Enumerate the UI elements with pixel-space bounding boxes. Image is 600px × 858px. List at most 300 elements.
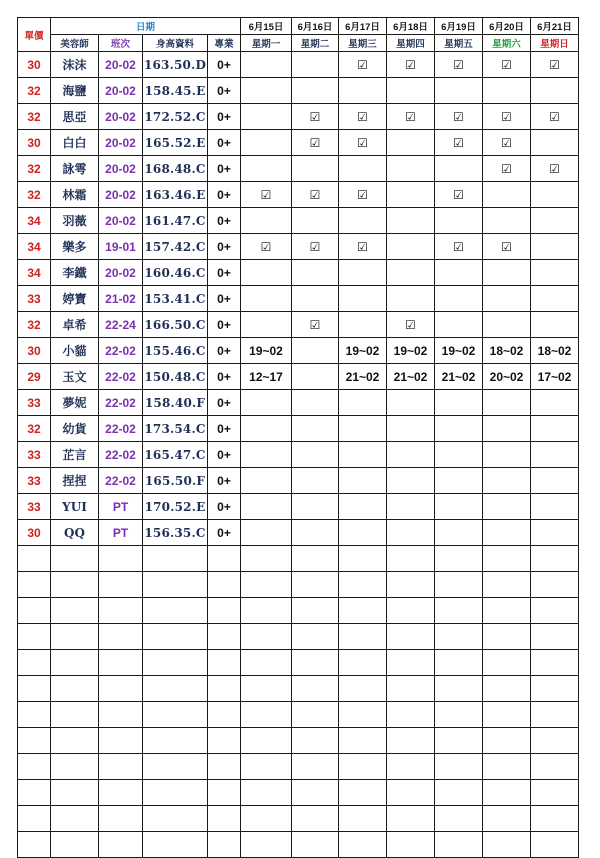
day-cell [435,442,483,468]
shift-cell: 22-24 [99,312,143,338]
extra-cell [208,546,241,572]
day-cell [531,728,579,754]
shift-cell [99,728,143,754]
body-data-cell [143,650,208,676]
extra-cell: 0+ [208,182,241,208]
extra-cell: 0+ [208,364,241,390]
table-row [18,520,579,546]
stylist-name-cell: 李鐵 [51,260,99,286]
day-cell [435,494,483,520]
price-cell: 32 [18,156,51,182]
day-date-header: 6月21日 [531,18,579,35]
day-cell [483,78,531,104]
day-cell [292,260,339,286]
body-data-cell: 165.50.F [143,468,208,494]
table-row [18,234,579,260]
shift-cell: 19-01 [99,234,143,260]
day-cell [435,676,483,702]
checkbox-checked-icon: ☑ [531,156,579,182]
shift-cell: 20-02 [99,130,143,156]
day-cell [387,416,435,442]
day-date-header: 6月16日 [292,18,339,35]
day-cell [292,78,339,104]
day-cell [531,468,579,494]
weekday-header: 星期六 [483,35,531,52]
day-cell [483,494,531,520]
day-cell [387,130,435,156]
price-cell: 30 [18,130,51,156]
stylist-name-cell: 夢妮 [51,390,99,416]
table-row [18,780,579,806]
stylist-name-cell: 思亞 [51,104,99,130]
body-data-cell: 157.42.C [143,234,208,260]
stylist-header: 美容師 [51,35,99,52]
day-cell [435,312,483,338]
stylist-name-cell [51,676,99,702]
day-cell [292,728,339,754]
day-cell [483,546,531,572]
day-cell [241,78,292,104]
day-cell: 19~02 [339,338,387,364]
day-cell [339,260,387,286]
day-cell [387,546,435,572]
price-cell [18,624,51,650]
day-cell [292,494,339,520]
checkbox-checked-icon: ☑ [339,182,387,208]
day-cell [292,208,339,234]
price-cell: 30 [18,338,51,364]
checkbox-checked-icon: ☑ [435,130,483,156]
day-cell [241,728,292,754]
day-cell [292,546,339,572]
body-data-cell [143,546,208,572]
day-cell [435,572,483,598]
price-cell: 32 [18,104,51,130]
day-cell [292,650,339,676]
day-cell [483,650,531,676]
stylist-name-cell [51,754,99,780]
day-cell: 12~17 [241,364,292,390]
day-cell [483,442,531,468]
day-cell [435,650,483,676]
day-cell [531,494,579,520]
day-cell [483,754,531,780]
body-data-cell [143,728,208,754]
extra-cell [208,650,241,676]
day-cell [339,598,387,624]
checkbox-checked-icon: ☑ [483,52,531,78]
shift-cell [99,754,143,780]
day-cell [483,416,531,442]
day-cell [241,754,292,780]
day-cell [292,338,339,364]
weekday-header: 星期日 [531,35,579,52]
day-cell: 21~02 [339,364,387,390]
day-cell: 18~02 [483,338,531,364]
day-cell [531,78,579,104]
shift-cell: 20-02 [99,156,143,182]
day-cell [387,728,435,754]
shift-cell [99,676,143,702]
day-cell [241,156,292,182]
day-cell [435,702,483,728]
extra-cell: 0+ [208,286,241,312]
day-cell [241,416,292,442]
day-cell [435,598,483,624]
day-cell [435,468,483,494]
extra-cell: 0+ [208,494,241,520]
day-cell [241,650,292,676]
day-cell [483,676,531,702]
day-cell [339,520,387,546]
day-cell [292,702,339,728]
stylist-name-cell: 玉文 [51,364,99,390]
day-cell: 21~02 [387,364,435,390]
body-data-cell [143,598,208,624]
day-cell [483,208,531,234]
body-data-cell: 153.41.C [143,286,208,312]
day-cell [339,572,387,598]
price-cell [18,728,51,754]
day-cell [387,156,435,182]
day-cell [531,676,579,702]
day-cell [435,624,483,650]
day-cell [339,208,387,234]
price-cell: 34 [18,234,51,260]
shift-cell: 22-02 [99,416,143,442]
stylist-name-cell: 白白 [51,130,99,156]
shift-cell [99,780,143,806]
stylist-name-cell: 詠雩 [51,156,99,182]
day-cell [483,520,531,546]
checkbox-checked-icon: ☑ [339,52,387,78]
stylist-name-cell: 芷言 [51,442,99,468]
schedule-table [17,17,579,858]
checkbox-checked-icon: ☑ [435,52,483,78]
day-cell [292,598,339,624]
day-cell [339,468,387,494]
shift-cell [99,650,143,676]
shift-cell: 20-02 [99,260,143,286]
day-date-header: 6月15日 [241,18,292,35]
day-cell [387,390,435,416]
stylist-name-cell: 婷寶 [51,286,99,312]
day-cell [241,598,292,624]
price-cell: 34 [18,208,51,234]
body-data-cell: 158.40.F [143,390,208,416]
day-cell: 19~02 [241,338,292,364]
extra-cell: 0+ [208,208,241,234]
day-date-header: 6月17日 [339,18,387,35]
table-row [18,416,579,442]
day-cell [241,676,292,702]
shift-cell [99,572,143,598]
body-data-cell: 165.52.E [143,130,208,156]
day-cell [531,754,579,780]
day-cell [435,286,483,312]
day-cell [339,286,387,312]
extra-cell: 0+ [208,442,241,468]
body-data-cell [143,754,208,780]
day-date-header: 6月18日 [387,18,435,35]
shift-cell: 22-02 [99,468,143,494]
price-cell [18,546,51,572]
price-cell [18,754,51,780]
table-row [18,624,579,650]
checkbox-checked-icon: ☑ [435,234,483,260]
day-cell [387,780,435,806]
stylist-name-cell: 卓希 [51,312,99,338]
day-cell [292,390,339,416]
extra-cell [208,598,241,624]
day-cell [387,260,435,286]
checkbox-checked-icon: ☑ [483,130,531,156]
stylist-name-cell: 海鹽 [51,78,99,104]
day-cell [339,78,387,104]
day-cell [339,780,387,806]
day-cell [241,494,292,520]
shift-cell: 22-02 [99,364,143,390]
day-cell [435,390,483,416]
day-cell [292,572,339,598]
day-cell [339,754,387,780]
header-row-labels [18,35,579,52]
weekday-header: 星期二 [292,35,339,52]
table-row [18,598,579,624]
body-data-cell: 168.48.C [143,156,208,182]
checkbox-checked-icon: ☑ [339,234,387,260]
body-data-cell: 170.52.E [143,494,208,520]
stylist-name-cell: 沫沫 [51,52,99,78]
day-cell [241,572,292,598]
stylist-name-cell [51,702,99,728]
shift-cell: 20-02 [99,52,143,78]
body-data-cell [143,572,208,598]
day-cell [339,728,387,754]
shift-cell: 22-02 [99,338,143,364]
day-cell [241,130,292,156]
day-cell [531,624,579,650]
stylist-name-cell [51,546,99,572]
price-cell [18,572,51,598]
table-row [18,182,579,208]
shift-cell: 20-02 [99,78,143,104]
price-cell: 33 [18,390,51,416]
day-cell [387,598,435,624]
day-cell [339,390,387,416]
checkbox-checked-icon: ☑ [435,182,483,208]
extra-cell: 0+ [208,520,241,546]
table-row [18,702,579,728]
body-data-cell: 160.46.C [143,260,208,286]
day-cell [241,702,292,728]
day-cell [241,104,292,130]
day-cell [531,806,579,832]
price-cell: 29 [18,364,51,390]
price-cell [18,650,51,676]
price-cell: 32 [18,416,51,442]
extra-cell: 0+ [208,104,241,130]
table-row [18,260,579,286]
extra-cell [208,728,241,754]
day-cell [241,208,292,234]
day-cell [387,702,435,728]
table-row [18,364,579,390]
shift-cell: 21-02 [99,286,143,312]
day-cell: 20~02 [483,364,531,390]
price-cell: 33 [18,442,51,468]
shift-cell [99,598,143,624]
checkbox-checked-icon: ☑ [292,182,339,208]
day-cell [241,624,292,650]
day-cell [339,624,387,650]
day-cell [531,780,579,806]
day-cell [531,390,579,416]
stylist-name-cell: 樂多 [51,234,99,260]
body-data-cell [143,702,208,728]
day-cell [435,208,483,234]
day-date-header: 6月20日 [483,18,531,35]
stylist-name-cell [51,598,99,624]
weekday-header: 星期四 [387,35,435,52]
day-cell [483,728,531,754]
day-cell [387,624,435,650]
day-cell [483,312,531,338]
checkbox-checked-icon: ☑ [339,130,387,156]
extra-cell: 0+ [208,260,241,286]
price-cell: 30 [18,52,51,78]
day-cell [292,364,339,390]
price-cell: 30 [18,520,51,546]
day-cell [483,806,531,832]
body-data-cell: 155.46.C [143,338,208,364]
extra-cell [208,676,241,702]
shift-cell: 22-02 [99,390,143,416]
body-data-cell: 173.54.C [143,416,208,442]
stylist-name-cell [51,572,99,598]
day-cell [435,156,483,182]
extra-cell: 0+ [208,468,241,494]
day-cell [292,624,339,650]
day-cell [435,260,483,286]
stylist-name-cell: 幼貨 [51,416,99,442]
extra-cell: 0+ [208,338,241,364]
table-row [18,546,579,572]
day-cell [292,754,339,780]
body-data-cell [143,676,208,702]
shift-cell: PT [99,520,143,546]
price-cell: 33 [18,286,51,312]
day-cell [241,260,292,286]
day-cell [531,442,579,468]
table-row [18,52,579,78]
table-row [18,806,579,832]
table-row [18,390,579,416]
table-row [18,286,579,312]
day-cell: 21~02 [435,364,483,390]
table-row [18,312,579,338]
shift-cell: 20-02 [99,104,143,130]
day-cell [531,702,579,728]
class-header: 班次 [99,35,143,52]
day-cell: 18~02 [531,338,579,364]
day-cell [387,442,435,468]
stylist-name-cell: 羽薇 [51,208,99,234]
extra-cell: 0+ [208,156,241,182]
body-data-cell: 163.50.D [143,52,208,78]
shift-cell [99,546,143,572]
body-data-cell [143,624,208,650]
checkbox-checked-icon: ☑ [241,234,292,260]
day-cell [292,156,339,182]
price-cell [18,676,51,702]
checkbox-checked-icon: ☑ [435,104,483,130]
day-cell: 19~02 [387,338,435,364]
extra-cell: 0+ [208,52,241,78]
day-cell [292,676,339,702]
body-data-cell [143,780,208,806]
extra-cell [208,572,241,598]
table-row [18,650,579,676]
day-cell [483,182,531,208]
shift-cell [99,806,143,832]
header-row-dates [18,18,579,35]
extra-cell [208,702,241,728]
day-cell [483,390,531,416]
table-row [18,130,579,156]
extra-cell: 0+ [208,312,241,338]
day-cell [241,806,292,832]
table-row [18,572,579,598]
extra-cell: 0+ [208,416,241,442]
weekday-header: 星期五 [435,35,483,52]
stylist-name-cell [51,728,99,754]
day-cell [387,182,435,208]
weekday-header: 星期一 [241,35,292,52]
day-cell [387,78,435,104]
day-cell [292,52,339,78]
day-cell [531,416,579,442]
day-cell [531,650,579,676]
stylist-name-cell: QQ [51,520,99,546]
price-cell: 34 [18,260,51,286]
day-cell [531,208,579,234]
extra-header: 專業 [208,35,241,52]
day-cell [531,520,579,546]
checkbox-checked-icon: ☑ [241,182,292,208]
body-data-cell [143,806,208,832]
day-cell [531,546,579,572]
extra-cell: 0+ [208,390,241,416]
day-cell [241,390,292,416]
price-cell: 32 [18,312,51,338]
checkbox-checked-icon: ☑ [483,156,531,182]
day-cell [387,208,435,234]
weekday-header: 星期三 [339,35,387,52]
day-cell [241,312,292,338]
day-cell [435,546,483,572]
stylist-name-cell: 捏捏 [51,468,99,494]
stylist-name-cell [51,624,99,650]
day-cell [339,702,387,728]
checkbox-checked-icon: ☑ [292,312,339,338]
extra-cell: 0+ [208,234,241,260]
table-row [18,494,579,520]
checkbox-checked-icon: ☑ [292,130,339,156]
day-cell [387,676,435,702]
day-cell [339,676,387,702]
checkbox-checked-icon: ☑ [339,104,387,130]
